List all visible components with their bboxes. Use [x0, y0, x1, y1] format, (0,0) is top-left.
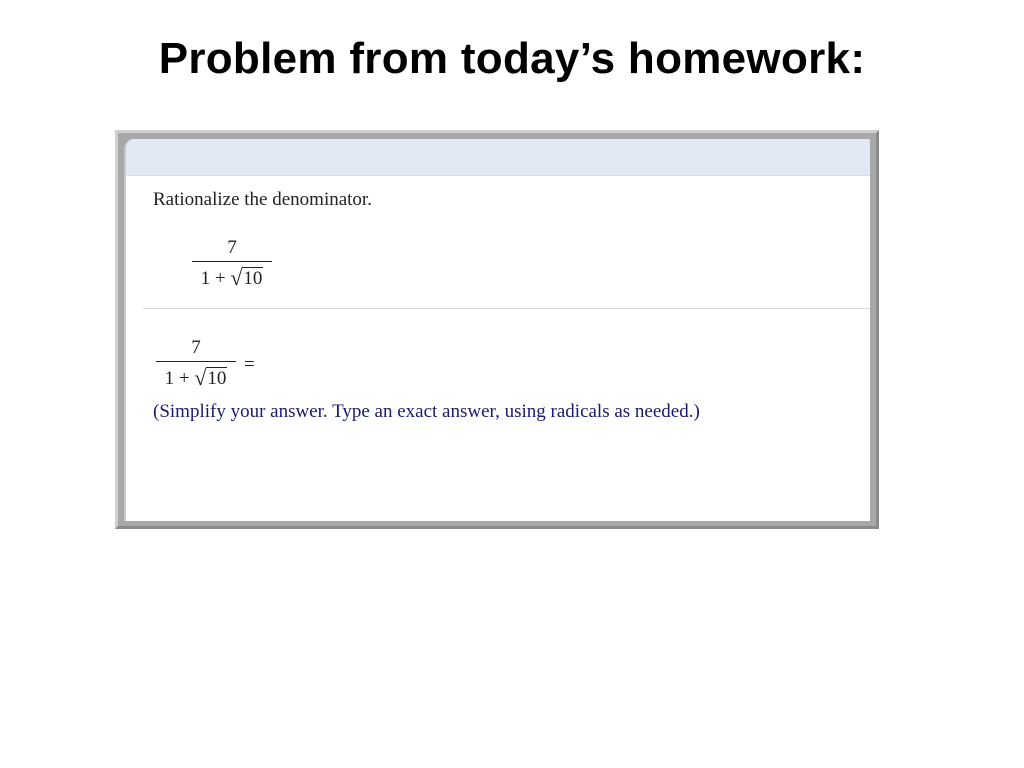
screenshot-frame	[115, 130, 879, 529]
expression-denominator	[192, 266, 272, 290]
slide-title: Problem from today’s homework:	[158, 34, 866, 83]
problem-instruction: Rationalize the denominator.	[153, 189, 372, 210]
radical-icon: √	[230, 265, 243, 290]
fraction-bar	[156, 361, 236, 362]
equals-sign: =	[244, 354, 255, 375]
radical-icon: √	[194, 365, 207, 390]
denominator-prefix: 1 +	[200, 268, 231, 289]
radicand: 10	[243, 268, 263, 289]
answer-input[interactable]	[256, 349, 266, 375]
radicand: 10	[207, 368, 227, 389]
answer-numerator: 7	[191, 337, 201, 358]
denominator-prefix: 1 +	[164, 368, 195, 389]
fraction-bar	[192, 261, 272, 262]
answer-denominator	[156, 366, 236, 390]
expression-numerator: 7	[227, 237, 237, 258]
divider	[143, 308, 870, 309]
panel-header	[126, 139, 870, 176]
problem-panel	[124, 139, 870, 521]
answer-hint: (Simplify your answer. Type an exact answer, using radicals as needed.)	[153, 401, 700, 422]
answer-expression	[156, 337, 236, 390]
problem-expression	[192, 237, 272, 290]
